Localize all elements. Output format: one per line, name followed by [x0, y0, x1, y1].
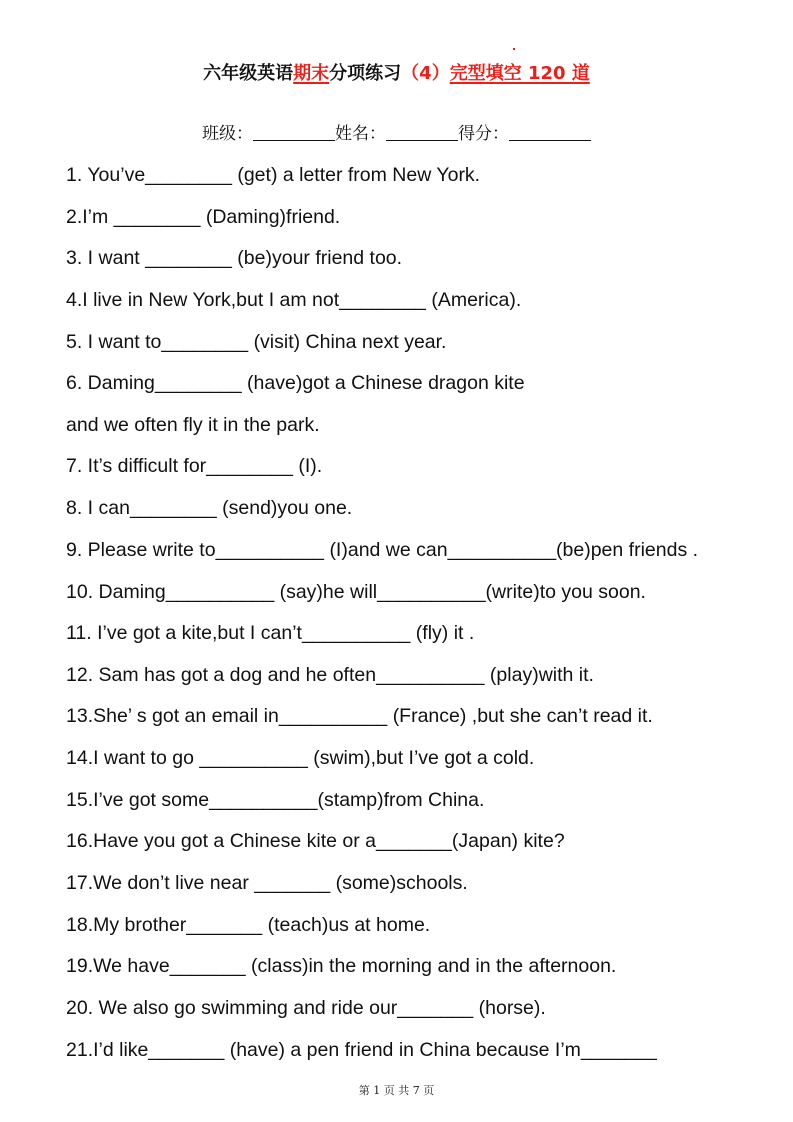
- question-line: 19.We have_______ (class)in the morning and in the afternoon.: [66, 955, 617, 977]
- question-line: 10. Daming__________ (say)he will__________(write)to you soon.: [66, 581, 646, 603]
- question-line: 2.I’m ________ (Daming)friend.: [66, 206, 341, 228]
- title-section-practice: 分项练习: [329, 63, 402, 84]
- question-line: 14.I want to go __________ (swim),but I’ve got a cold.: [66, 747, 535, 769]
- question-line: 18.My brother_______ (teach)us at home.: [66, 914, 431, 936]
- title-number: （4）: [401, 63, 450, 84]
- question-line: 1. You’ve________ (get) a letter from New York.: [66, 164, 481, 186]
- question-line: 12. Sam has got a dog and he often__________ (play)with it.: [66, 664, 594, 686]
- class-label: 班级：: [202, 124, 253, 144]
- question-line: 8. I can________ (send)you one.: [66, 497, 353, 519]
- question-line-continued: and we often fly it in the park.: [66, 414, 320, 436]
- question-line: 17.We don’t live near _______ (some)schools.: [66, 872, 468, 894]
- page-footer: 第 1 页 共 7 页: [358, 1084, 435, 1097]
- title-grade-subject: 六年级英语: [203, 63, 294, 84]
- question-line: 6. Daming________ (have)got a Chinese dragon kite: [66, 372, 525, 394]
- name-label: 姓名：: [335, 124, 386, 144]
- question-line: 21.I’d like_______ (have) a pen friend in China because I’m_______: [66, 1039, 657, 1061]
- page-title: [0, 52, 793, 96]
- title-final-highlight: 期末: [293, 63, 330, 84]
- score-label: 得分：: [458, 124, 509, 144]
- decorative-dot: [513, 48, 515, 50]
- question-line: 20. We also go swimming and ride our_______ (horse).: [66, 997, 546, 1019]
- question-line: 3. I want ________ (be)your friend too.: [66, 247, 403, 269]
- name-blank[interactable]: [386, 124, 458, 141]
- question-line: 4.I live in New York,but I am not________ (America).: [66, 289, 522, 311]
- student-info-line: [0, 122, 793, 146]
- title-cloze-highlight: 完型填空 120 道: [449, 63, 590, 84]
- question-line: 13.She’ s got an email in__________ (France) ,but she can’t read it.: [66, 705, 653, 727]
- question-line: 7. It’s difficult for________ (I).: [66, 455, 323, 477]
- question-line: 15.I’ve got some__________(stamp)from China.: [66, 789, 485, 811]
- question-line: 11. I’ve got a kite,but I can’t__________ (fly) it .: [66, 622, 475, 644]
- score-blank[interactable]: [509, 124, 591, 141]
- question-line: 16.Have you got a Chinese kite or a_______(Japan) kite?: [66, 830, 565, 852]
- question-line: 9. Please write to__________ (I)and we can__________(be)pen friends .: [66, 539, 699, 561]
- question-line: 5. I want to________ (visit) China next year.: [66, 331, 447, 353]
- class-blank[interactable]: [253, 124, 335, 141]
